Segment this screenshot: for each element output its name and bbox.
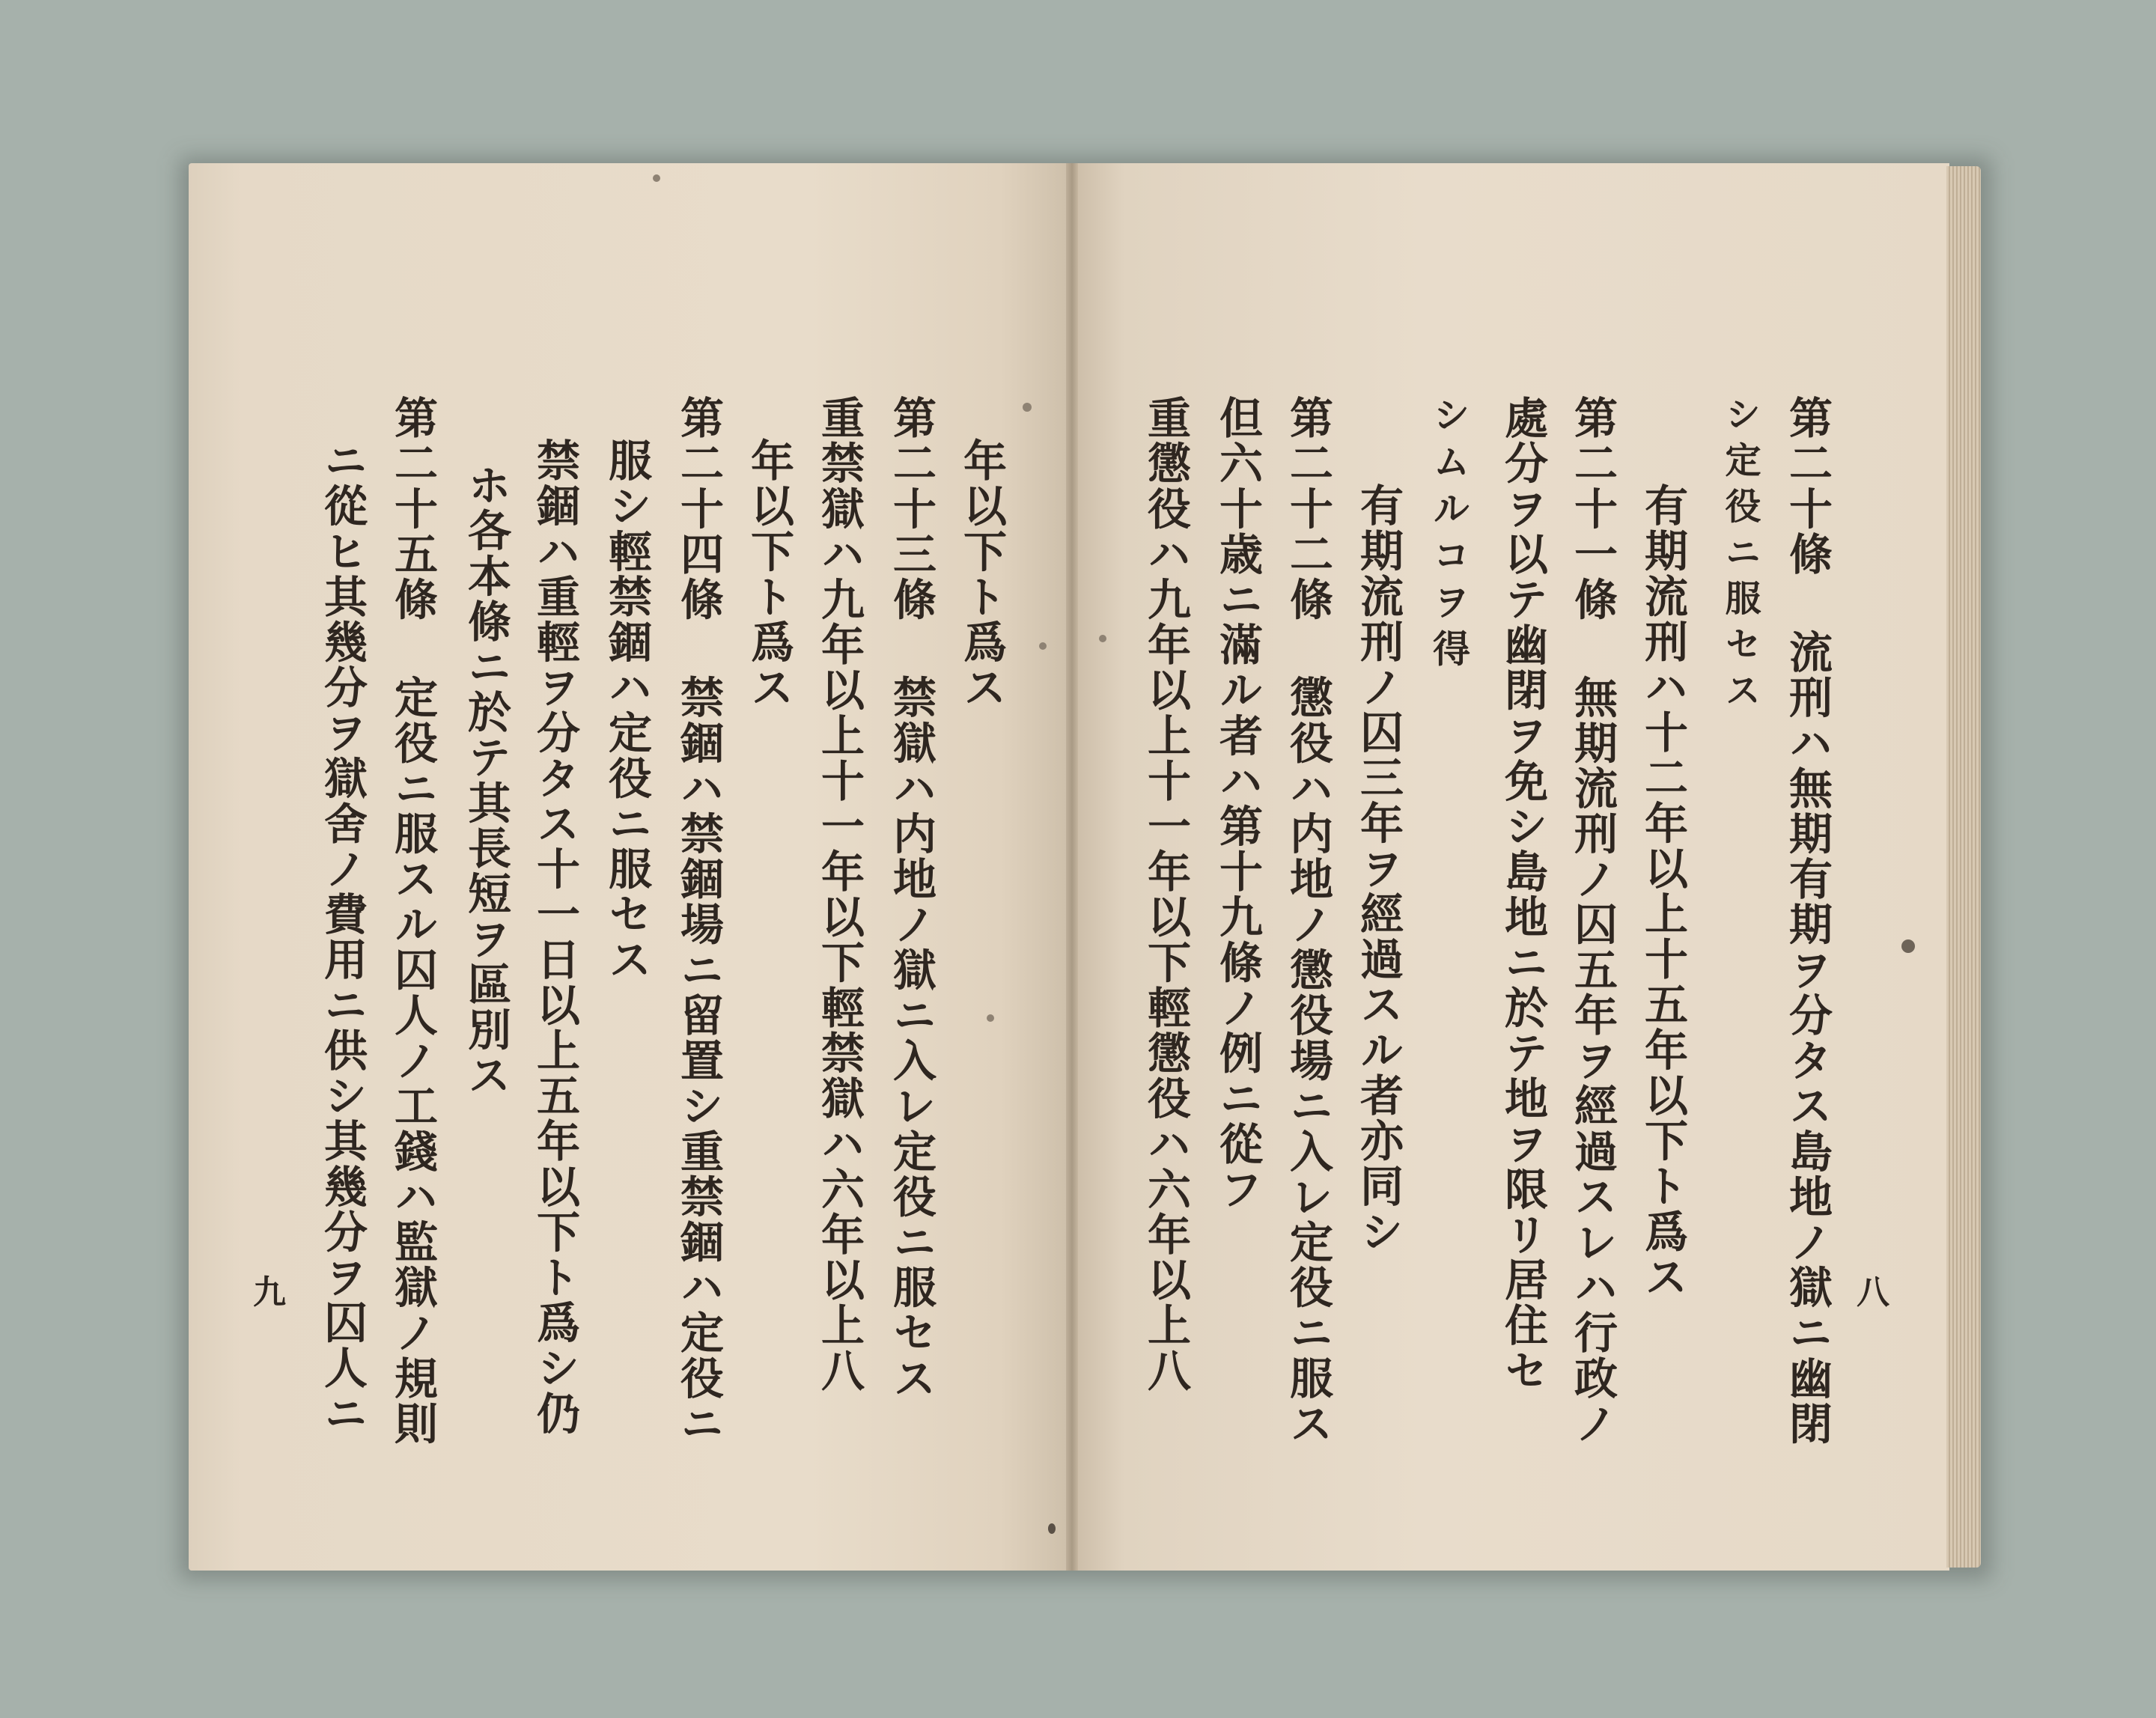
right-column-4: 第二十一條 無期流刑ノ囚五年ヲ經過スレハ行政ノ: [1567, 395, 1618, 1447]
left-column-3: 重禁獄ハ九年以上十一年以下輕禁獄ハ六年以上八: [814, 395, 865, 1394]
right-column-2: シ定役ニ服セス: [1719, 395, 1761, 718]
left-column-8: ホ各本條ニ於テ其長短ヲ區別ス: [460, 463, 511, 1098]
paper-speck: [1901, 939, 1915, 953]
right-column-1: 第二十條 流刑ハ無期有期ヲ分タス島地ノ獄ニ幽閉: [1782, 395, 1833, 1447]
right-column-10: 重懲役ハ九年以上十一年以下輕懲役ハ六年以上八: [1140, 395, 1191, 1394]
left-column-7: 禁錮ハ重輕ヲ分タス十一日以上五年以下ト爲シ仍: [529, 438, 580, 1437]
paper-speck: [987, 1014, 994, 1022]
paper-speck: [653, 174, 660, 182]
left-page-number: 九: [253, 1273, 286, 1312]
page-edges: [1946, 166, 1981, 1568]
left-column-2: 第二十三條 禁獄ハ内地ノ獄ニ入レ定役ニ服セス: [886, 395, 937, 1401]
left-column-4: 年以下ト爲ス: [743, 438, 794, 710]
right-column-8: 第二十二條 懲役ハ内地ノ懲役場ニ入レ定役ニ服ス: [1282, 395, 1333, 1447]
paper-speck: [1039, 642, 1047, 650]
right-column-7: 有期流刑ノ囚三年ヲ經過スル者亦同シ: [1353, 483, 1404, 1255]
left-column-10: ニ從ヒ其幾分ヲ獄舍ノ費用ニ供シ其幾分ヲ囚人ニ: [317, 438, 368, 1437]
left-column-5: 第二十四條 禁錮ハ禁錮場ニ留置シ重禁錮ハ定役ニ: [673, 395, 724, 1447]
right-column-9: 但六十歳ニ滿ル者ハ第十九條ノ例ニ從フ: [1212, 395, 1263, 1212]
right-column-6: シムルコヲ得: [1427, 395, 1471, 676]
right-column-5: 處分ヲ以テ幽閉ヲ免シ島地ニ於テ地ヲ限リ居住セ: [1497, 395, 1548, 1394]
paper-speck: [1099, 635, 1106, 642]
right-column-3: 有期流刑ハ十二年以上十五年以下ト爲ス: [1637, 483, 1688, 1300]
left-column-9: 第二十五條 定役ニ服スル囚人ノ工錢ハ監獄ノ規則: [387, 395, 438, 1447]
paper-speck: [1023, 403, 1032, 412]
left-column-1: 年以下ト爲ス: [956, 438, 1007, 710]
paper-speck: [1048, 1523, 1056, 1534]
left-column-6: 服シ輕禁錮ハ定役ニ服セス: [601, 438, 652, 983]
right-page-number: 八: [1857, 1273, 1889, 1312]
book-gutter: [1066, 163, 1078, 1571]
